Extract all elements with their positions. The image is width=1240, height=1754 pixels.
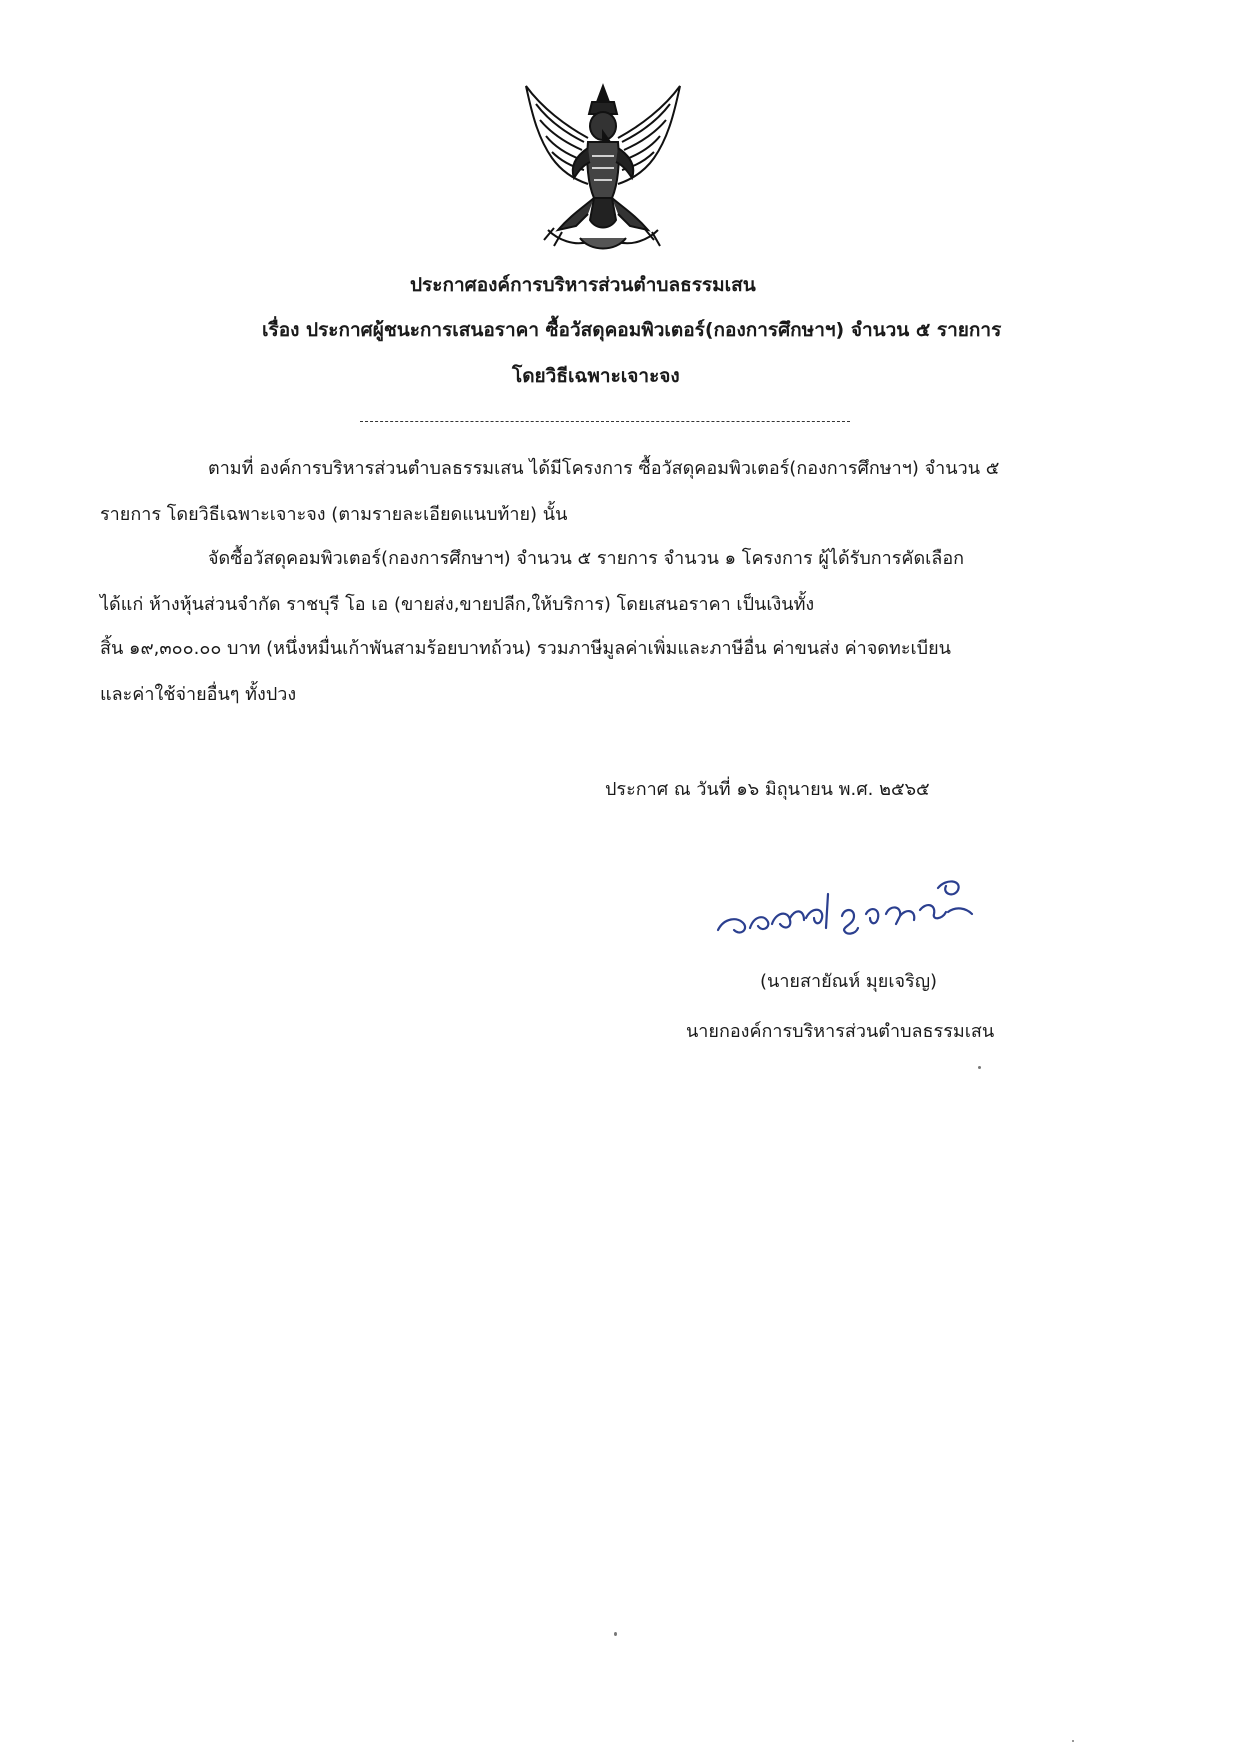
scan-speck (978, 1066, 981, 1069)
paragraph-2-line-2: ได้แก่ ห้างหุ้นส่วนจำกัด ราชบุรี โอ เอ (ขายส่ง,ขายปลีก,ให้บริการ) โดยเสนอราคา เป็นเงินทั้ง (100, 594, 815, 615)
paragraph-1-line-2: รายการ โดยวิธีเฉพาะเจาะจง (ตามรายละเอียดแนบท้าย) นั้น (100, 504, 568, 525)
signer-name: (นายสายัณห์ มุยเจริญ) (760, 971, 938, 992)
garuda-emblem-icon (518, 80, 688, 258)
signer-title: นายกองค์การบริหารส่วนตำบลธรรมเสน (686, 1021, 995, 1042)
paragraph-2-line-4: และค่าใช้จ่ายอื่นๆ ทั้งปวง (100, 684, 297, 705)
paragraph-2-line-1: จัดซื้อวัสดุคอมพิวเตอร์(กองการศึกษาฯ) จำนวน ๕ รายการ จำนวน ๑ โครงการ ผู้ได้รับการคัดเลือก (208, 548, 965, 569)
scan-speck (1072, 1740, 1074, 1742)
paragraph-1-line-1: ตามที่ องค์การบริหารส่วนตำบลธรรมเสน ได้มีโครงการ ซื้อวัสดุคอมพิวเตอร์(กองการศึกษาฯ) จำนวน ๕ (208, 458, 1000, 479)
scan-speck (614, 1632, 617, 1636)
announcement-org-heading: ประกาศองค์การบริหารส่วนตำบลธรรมเสน (410, 274, 756, 296)
procurement-method-heading: โดยวิธีเฉพาะเจาะจง (512, 365, 680, 387)
handwritten-signature (710, 868, 980, 950)
header-separator (360, 421, 850, 422)
announcement-subject-heading: เรื่อง ประกาศผู้ชนะการเสนอราคา ซื้อวัสดุคอมพิวเตอร์(กองการศึกษาฯ) จำนวน ๕ รายการ (262, 319, 1002, 341)
announcement-date: ประกาศ ณ วันที่ ๑๖ มิถุนายน พ.ศ. ๒๕๖๕ (605, 779, 930, 800)
paragraph-2-line-3: สิ้น ๑๙,๓๐๐.๐๐ บาท (หนึ่งหมื่นเก้าพันสามร้อยบาทถ้วน) รวมภาษีมูลค่าเพิ่มและภาษีอื่น ค่าขนส่ง ค่าจดทะเบียน (100, 638, 951, 659)
